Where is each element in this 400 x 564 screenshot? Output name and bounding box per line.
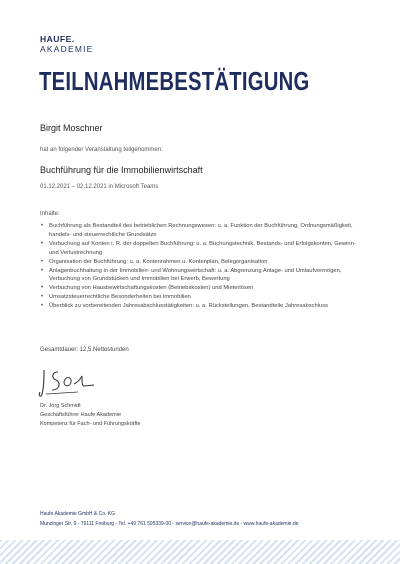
list-item: • Verbuchung von Hausbewirtschaftungskosten (Betriebskosten) und Mieterlösen xyxy=(40,284,365,293)
footer-company: Haufe Akademie GmbH & Co. KG xyxy=(40,511,116,517)
footer-address: Munzinger Str. 9 - 79111 Freiburg - Tel. +49 761 595339-00 - service@haufe-akademie.de - www.haufe-akademie.de xyxy=(40,520,299,527)
list-item: • Umsatzsteuerrechtliche Besonderheiten bei Immobilien xyxy=(40,293,365,302)
list-item: • Anlagenbuchhaltung in der Immobilien- und Wohnungswirtschaft: u. a. Abgrenzung Anlage- und Umlaufvermögen, Verbuchung von Grundstücken und Immobilien bei Erwerb, Bewertung xyxy=(40,267,365,285)
list-item: • Organisation der Buchführung: u. a. Kontenrahmen u. Kontenplan, Belegorganisation xyxy=(40,258,365,267)
list-item: • Verbuchung auf Konten i. R. der doppelten Buchführung: u. a. Buchungstechnik, Bestands- und Erfolgskonten, Gewinn- und Verlustrechnung xyxy=(40,240,365,258)
list-item: • Buchführung als Bestandteil des betrieblichen Rechnungswesen: u. a. Funktion der Buchführung, Ordnungsmäßigkeit, handels- und steuerrechtliche Grundsätze xyxy=(40,222,365,240)
signature-image xyxy=(38,364,96,402)
haufe-akademie-logo xyxy=(40,35,94,53)
course-date: 01.12.2021 – 02.12.2021 in Microsoft Teams xyxy=(40,184,159,190)
page-title: TEILNAHMEBESTÄTIGUNG xyxy=(39,66,310,96)
decorative-stripes xyxy=(0,540,400,564)
signer-subtitle: Kompetenz für Fach- und Führungskräfte xyxy=(40,420,141,427)
contents-list xyxy=(40,222,365,311)
list-item: • Überblick zu vorbereitenden Jahresabschlusstätigkeiten: u. a. Rückstellungen, Bestandteile Jahresabschluss xyxy=(40,302,365,311)
signer-block xyxy=(40,402,141,428)
contents-label: Inhalte: xyxy=(40,211,60,217)
signer-role: Geschäftsführer Haufe Akademie xyxy=(40,411,122,418)
signer-name: Dr. Jörg Schmidt xyxy=(40,403,81,409)
intro-text: hat an folgender Veranstaltung teilgenommen: xyxy=(40,147,163,153)
course-title: Buchführung für die Immobilienwirtschaft xyxy=(40,165,203,175)
participant-name: Birgit Moschner xyxy=(40,123,103,133)
footer xyxy=(40,510,298,529)
total-duration: Gesamtdauer: 12,5 Nettostunden xyxy=(40,347,129,353)
logo-bottom-text: AKADEMIE xyxy=(40,43,94,54)
logo-top-text: HAUFE. xyxy=(40,34,75,44)
